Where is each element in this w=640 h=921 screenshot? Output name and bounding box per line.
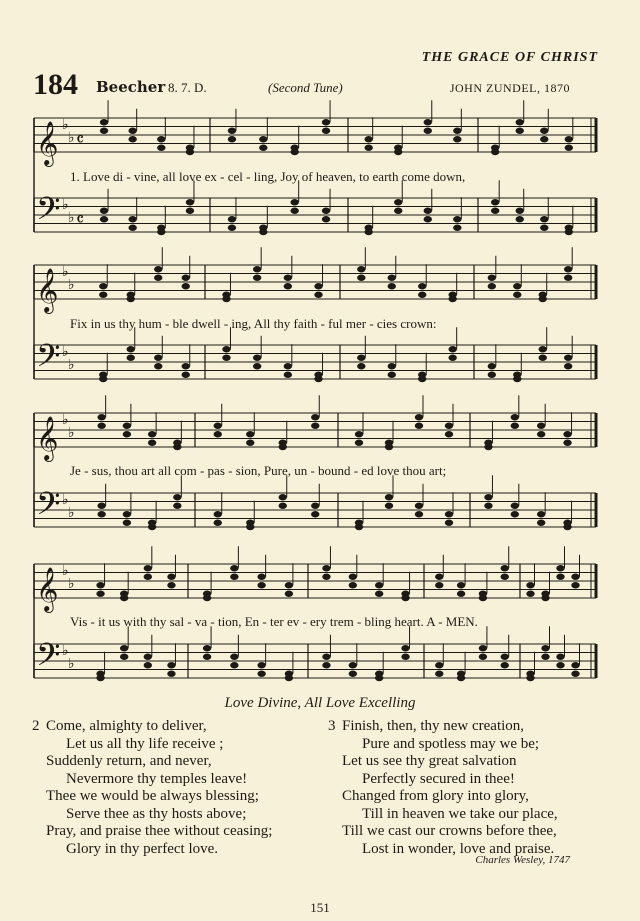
tune-note: (Second Tune) <box>268 80 343 95</box>
note-head <box>385 494 393 500</box>
note-head <box>120 595 128 601</box>
note-head <box>257 574 265 580</box>
note-head <box>541 654 549 660</box>
verse-2 <box>32 718 273 858</box>
note-head <box>565 145 573 151</box>
note-head <box>501 654 509 660</box>
note-head <box>123 520 131 526</box>
bass-clef: 𝄢 <box>36 485 61 530</box>
note-head <box>228 225 236 231</box>
key-flat-sign: ♭ <box>62 412 69 429</box>
note-head <box>322 565 330 571</box>
note-head <box>285 591 293 597</box>
note-head <box>537 431 545 437</box>
note-head <box>355 431 363 437</box>
verse-line: Changed from glory into glory, <box>342 788 529 804</box>
note-head <box>355 524 363 530</box>
note-head <box>253 275 261 281</box>
note-head <box>488 363 496 369</box>
note-head <box>167 574 175 580</box>
note-head <box>511 503 519 509</box>
note-head <box>230 662 238 668</box>
note-head <box>167 662 175 668</box>
key-flat-sign: ♭ <box>68 504 75 521</box>
note-head <box>96 582 104 588</box>
note-head <box>311 511 319 517</box>
hymn-caption: Love Divine, All Love Excelling <box>224 695 416 711</box>
note-head <box>424 216 432 222</box>
note-head <box>424 119 432 125</box>
note-head <box>97 511 105 517</box>
note-head <box>144 662 152 668</box>
note-head <box>364 229 372 235</box>
note-head <box>448 346 456 352</box>
note-head <box>127 296 135 302</box>
note-head <box>401 595 409 601</box>
note-head <box>97 423 105 429</box>
note-head <box>501 565 509 571</box>
lyricist-credit: Charles Wesley, 1747 <box>475 854 570 866</box>
verse-number: 3 <box>328 718 336 734</box>
note-head <box>541 595 549 601</box>
note-head <box>284 283 292 289</box>
note-head <box>182 363 190 369</box>
note-head <box>228 128 236 134</box>
note-head <box>230 565 238 571</box>
note-head <box>157 136 165 142</box>
note-head <box>516 119 524 125</box>
note-head <box>394 149 402 155</box>
treble-clef: 𝄞 <box>36 268 59 312</box>
section-title: THE GRACE OF CHRIST <box>421 50 598 65</box>
note-head <box>394 199 402 205</box>
note-head <box>491 149 499 155</box>
note-head <box>556 662 564 668</box>
note-head <box>418 292 426 298</box>
verse-line: Thee we would be always blessing; <box>46 788 259 804</box>
note-head <box>322 208 330 214</box>
treble-clef: 𝄞 <box>36 567 59 611</box>
note-head <box>259 136 267 142</box>
note-head <box>415 511 423 517</box>
note-head <box>424 128 432 134</box>
note-head <box>563 440 571 446</box>
note-head <box>173 503 181 509</box>
note-head <box>257 662 265 668</box>
note-head <box>311 423 319 429</box>
note-head <box>564 355 572 361</box>
note-head <box>375 582 383 588</box>
note-head <box>128 225 136 231</box>
note-head <box>564 266 572 272</box>
note-head <box>279 444 287 450</box>
note-head <box>128 128 136 134</box>
note-head <box>314 283 322 289</box>
note-head <box>564 363 572 369</box>
note-head <box>144 654 152 660</box>
note-head <box>173 494 181 500</box>
verse-line: Till we cast our crowns before thee, <box>342 823 557 839</box>
note-head <box>123 511 131 517</box>
note-head <box>375 675 383 681</box>
key-flat-sign: ♭ <box>62 344 69 361</box>
note-head <box>453 128 461 134</box>
note-head <box>541 645 549 651</box>
note-head <box>99 376 107 382</box>
note-head <box>253 355 261 361</box>
note-head <box>290 208 298 214</box>
note-head <box>355 440 363 446</box>
note-head <box>563 431 571 437</box>
note-head <box>203 645 211 651</box>
note-head <box>284 363 292 369</box>
note-head <box>214 520 222 526</box>
note-head <box>154 275 162 281</box>
note-head <box>100 128 108 134</box>
verse-line: Serve thee as thy hosts above; <box>66 805 247 822</box>
note-head <box>120 645 128 651</box>
note-head <box>167 582 175 588</box>
note-head <box>516 208 524 214</box>
note-head <box>556 574 564 580</box>
treble-clef: 𝄞 <box>36 416 59 460</box>
note-head <box>182 275 190 281</box>
note-head <box>228 216 236 222</box>
note-head <box>290 199 298 205</box>
note-head <box>357 363 365 369</box>
note-head <box>526 582 534 588</box>
note-head <box>453 225 461 231</box>
note-head <box>148 524 156 530</box>
note-head <box>526 675 534 681</box>
note-head <box>257 582 265 588</box>
note-head <box>186 199 194 205</box>
note-head <box>290 149 298 155</box>
note-head <box>357 355 365 361</box>
note-head <box>445 520 453 526</box>
note-head <box>484 494 492 500</box>
note-head <box>401 645 409 651</box>
note-head <box>385 444 393 450</box>
note-head <box>457 591 465 597</box>
verse-number: 2 <box>32 718 40 734</box>
lyric-line-1: 1. Love di - vine, all love ex - cel - ling, Joy of heaven, to earth come down, <box>70 169 466 184</box>
bass-clef: 𝄢 <box>36 337 61 382</box>
note-head <box>435 574 443 580</box>
verse-3 <box>328 718 558 858</box>
time-signature: 𝄴 <box>76 129 85 151</box>
note-head <box>537 520 545 526</box>
note-head <box>314 292 322 298</box>
bass-clef: 𝄢 <box>36 190 61 235</box>
note-head <box>311 414 319 420</box>
note-head <box>539 296 547 302</box>
note-head <box>97 414 105 420</box>
note-head <box>445 511 453 517</box>
note-head <box>491 199 499 205</box>
note-head <box>173 444 181 450</box>
note-head <box>445 423 453 429</box>
meter: 8. 7. D. <box>168 80 207 95</box>
note-head <box>537 511 545 517</box>
note-head <box>564 275 572 281</box>
note-head <box>516 216 524 222</box>
note-head <box>516 128 524 134</box>
verse-line: Let us all thy life receive ; <box>66 735 224 752</box>
note-head <box>186 208 194 214</box>
note-head <box>127 355 135 361</box>
note-head <box>448 355 456 361</box>
verse-line: Glory in thy perfect love. <box>66 840 219 857</box>
note-head <box>127 346 135 352</box>
key-flat-sign: ♭ <box>68 209 75 226</box>
note-head <box>565 229 573 235</box>
note-head <box>311 503 319 509</box>
note-head <box>394 208 402 214</box>
note-head <box>259 229 267 235</box>
note-head <box>513 376 521 382</box>
note-head <box>511 511 519 517</box>
note-head <box>203 654 211 660</box>
composer: JOHN ZUNDEL, 1870 <box>449 81 570 95</box>
note-head <box>349 574 357 580</box>
note-head <box>539 346 547 352</box>
lyric-line-3: Je - sus, thou art all com - pas - sion, Pure, un - bound - ed love thou art; <box>70 463 447 478</box>
note-head <box>349 582 357 588</box>
note-head <box>491 208 499 214</box>
note-head <box>230 654 238 660</box>
note-head <box>96 675 104 681</box>
note-head <box>539 355 547 361</box>
note-head <box>96 591 104 597</box>
note-head <box>279 503 287 509</box>
note-head <box>357 275 365 281</box>
note-head <box>375 591 383 597</box>
note-head <box>349 671 357 677</box>
note-head <box>401 654 409 660</box>
note-head <box>364 145 372 151</box>
note-head <box>100 216 108 222</box>
note-head <box>357 266 365 272</box>
note-head <box>513 292 521 298</box>
note-head <box>511 423 519 429</box>
note-head <box>388 275 396 281</box>
note-head <box>435 671 443 677</box>
note-head <box>526 591 534 597</box>
note-head <box>214 423 222 429</box>
note-head <box>484 503 492 509</box>
verse-line: Suddenly return, and never, <box>46 753 212 769</box>
key-flat-sign: ♭ <box>62 264 69 281</box>
note-head <box>511 414 519 420</box>
note-head <box>154 266 162 272</box>
verse-line: Perfectly secured in thee! <box>362 770 515 787</box>
note-head <box>322 654 330 660</box>
note-head <box>537 423 545 429</box>
note-head <box>222 296 230 302</box>
note-head <box>99 292 107 298</box>
note-head <box>513 283 521 289</box>
note-head <box>182 283 190 289</box>
time-signature: 𝄴 <box>76 209 85 231</box>
note-head <box>385 503 393 509</box>
note-head <box>284 372 292 378</box>
note-head <box>418 376 426 382</box>
note-head <box>322 119 330 125</box>
verse-line: Pray, and praise thee without ceasing; <box>46 823 273 839</box>
note-head <box>571 671 579 677</box>
verse-line: Come, almighty to deliver, <box>46 718 207 734</box>
key-flat-sign: ♭ <box>62 197 69 214</box>
verse-line: Let us see thy great salvation <box>342 753 517 769</box>
page-number: 151 <box>310 900 330 915</box>
note-head <box>97 503 105 509</box>
key-flat-sign: ♭ <box>62 563 69 580</box>
note-head <box>123 423 131 429</box>
key-flat-sign: ♭ <box>62 492 69 509</box>
tune-name: Beecher <box>96 78 166 96</box>
verse-line: Till in heaven we take our place, <box>362 805 558 822</box>
verse-line: Lost in wonder, love and praise. <box>362 840 555 857</box>
note-head <box>457 675 465 681</box>
note-head <box>540 128 548 134</box>
note-head <box>128 136 136 142</box>
note-head <box>388 363 396 369</box>
note-head <box>279 494 287 500</box>
lyric-line-4: Vis - it us with thy sal - va - tion, En - ter ev - ery trem - bling heart. A - MEN. <box>70 614 478 629</box>
note-head <box>563 524 571 530</box>
note-head <box>418 283 426 289</box>
note-head <box>99 283 107 289</box>
note-head <box>571 662 579 668</box>
note-head <box>540 225 548 231</box>
note-head <box>284 275 292 281</box>
note-head <box>314 376 322 382</box>
note-head <box>453 136 461 142</box>
note-head <box>364 136 372 142</box>
note-head <box>157 229 165 235</box>
note-head <box>230 574 238 580</box>
note-head <box>571 574 579 580</box>
note-head <box>349 662 357 668</box>
note-head <box>154 355 162 361</box>
verse-line: Finish, then, thy new creation, <box>342 718 525 734</box>
note-head <box>501 662 509 668</box>
note-head <box>415 414 423 420</box>
note-head <box>186 149 194 155</box>
note-head <box>214 511 222 517</box>
note-head <box>144 565 152 571</box>
note-head <box>285 582 293 588</box>
note-head <box>322 662 330 668</box>
note-head <box>214 431 222 437</box>
key-flat-sign: ♭ <box>68 129 75 146</box>
note-head <box>448 296 456 302</box>
note-head <box>501 574 509 580</box>
note-head <box>228 136 236 142</box>
note-head <box>488 372 496 378</box>
note-head <box>128 216 136 222</box>
note-head <box>253 363 261 369</box>
note-head <box>246 524 254 530</box>
note-head <box>556 565 564 571</box>
note-head <box>123 431 131 437</box>
treble-clef: 𝄞 <box>36 121 59 165</box>
lyric-line-2: Fix in us thy hum - ble dwell - ing, All thy faith - ful mer - cies crown: <box>70 316 437 331</box>
hymn-number: 184 <box>33 68 78 101</box>
note-head <box>457 582 465 588</box>
verse-line: Pure and spotless may we be; <box>362 735 540 752</box>
note-head <box>100 119 108 125</box>
note-head <box>388 372 396 378</box>
note-head <box>445 431 453 437</box>
note-head <box>100 208 108 214</box>
note-head <box>488 275 496 281</box>
bass-clef: 𝄢 <box>36 636 61 681</box>
key-flat-sign: ♭ <box>68 356 75 373</box>
note-head <box>203 595 211 601</box>
note-head <box>415 503 423 509</box>
key-flat-sign: ♭ <box>62 117 69 134</box>
note-head <box>120 654 128 660</box>
note-head <box>246 440 254 446</box>
note-head <box>484 444 492 450</box>
note-head <box>565 136 573 142</box>
note-head <box>540 216 548 222</box>
note-head <box>435 582 443 588</box>
note-head <box>388 283 396 289</box>
note-head <box>322 128 330 134</box>
key-flat-sign: ♭ <box>68 276 75 293</box>
note-head <box>488 283 496 289</box>
note-head <box>435 662 443 668</box>
note-head <box>182 372 190 378</box>
note-head <box>222 355 230 361</box>
note-head <box>167 671 175 677</box>
note-head <box>322 216 330 222</box>
note-head <box>479 595 487 601</box>
note-head <box>540 136 548 142</box>
note-head <box>154 363 162 369</box>
note-head <box>246 431 254 437</box>
note-head <box>148 431 156 437</box>
note-head <box>571 582 579 588</box>
note-head <box>415 423 423 429</box>
note-head <box>424 208 432 214</box>
note-head <box>157 145 165 151</box>
note-head <box>453 216 461 222</box>
key-flat-sign: ♭ <box>68 655 75 672</box>
note-head <box>259 145 267 151</box>
note-head <box>479 645 487 651</box>
note-head <box>253 266 261 272</box>
note-head <box>222 346 230 352</box>
note-head <box>144 574 152 580</box>
key-flat-sign: ♭ <box>68 575 75 592</box>
key-flat-sign: ♭ <box>68 424 75 441</box>
note-head <box>556 654 564 660</box>
note-head <box>257 671 265 677</box>
note-head <box>322 574 330 580</box>
note-head <box>285 675 293 681</box>
key-flat-sign: ♭ <box>62 643 69 660</box>
note-head <box>148 440 156 446</box>
verse-line: Nevermore thy temples leave! <box>66 770 248 787</box>
note-head <box>479 654 487 660</box>
